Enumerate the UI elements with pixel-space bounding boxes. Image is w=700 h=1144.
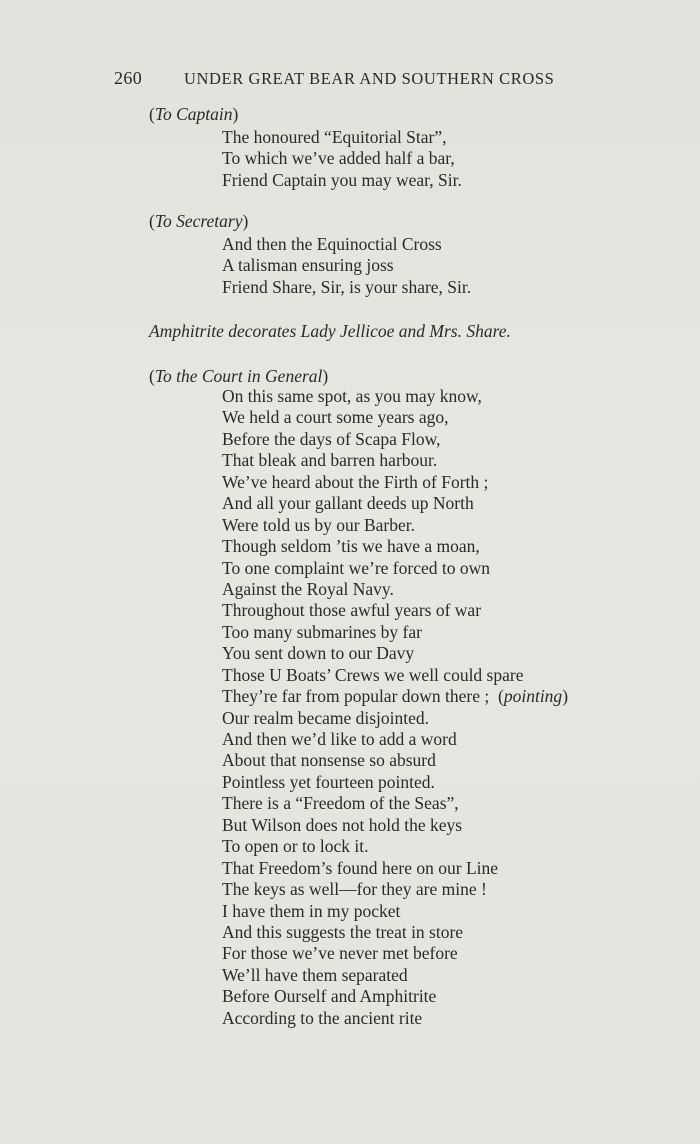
verse-line: But Wilson does not hold the keys [222, 814, 463, 835]
verse-line: And all your gallant deeds up North [222, 493, 474, 514]
note-close-paren: ) [562, 686, 569, 707]
verse-line: Our realm became disjointed. [222, 707, 430, 728]
verse-line: About that nonsense so absurd [222, 750, 436, 771]
verse-line: I have them in my pocket [222, 900, 401, 921]
stanza-court [222, 386, 568, 1029]
verse-line: You sent down to our Davy [222, 643, 415, 664]
verse-line: On this same spot, as you may know, [222, 386, 482, 406]
verse-line: Before Ourself and Amphitrite [222, 986, 437, 1007]
verse-line: The honoured “Equitorial Star”, [222, 127, 447, 147]
verse-line: That Freedom’s found here on our Line [222, 857, 499, 878]
verse-line: We held a court some years ago, [222, 407, 449, 428]
heading-open-paren: ( [149, 366, 155, 386]
verse-line: They’re far from popular down there ; [222, 686, 490, 707]
heading-open-paren: ( [149, 211, 155, 231]
verse-line: Before the days of Scapa Flow, [222, 428, 441, 449]
stanza-heading-secretary [149, 211, 248, 232]
verse-line-with-note [222, 686, 568, 707]
verse-line: Against the Royal Navy. [222, 578, 394, 599]
running-head [114, 68, 594, 94]
heading-text: To Captain [154, 104, 233, 124]
verse-line: The keys as well—for they are mine ! [222, 879, 487, 900]
running-head-title: UNDER GREAT BEAR AND SOUTHERN CROSS [184, 69, 555, 88]
verse-line: For those we’ve never met before [222, 943, 458, 964]
verse-line: And this suggests the treat in store [222, 921, 464, 942]
verse-line: Those U Boats’ Crews we well could spare [222, 664, 524, 685]
heading-close-paren: ) [322, 366, 329, 386]
verse-line: We’ve heard about the Firth of Forth ; [222, 471, 489, 492]
verse-line: That bleak and barren harbour. [222, 450, 438, 471]
stanza-captain [222, 127, 462, 191]
verse-line: Friend Captain you may wear, Sir. [222, 169, 462, 190]
verse-line: Throughout those awful years of war [222, 600, 482, 621]
verse-line: To one complaint we’re forced to own [222, 557, 490, 578]
page-number: 260 [114, 68, 143, 88]
verse-line: Friend Share, Sir, is your share, Sir. [222, 276, 472, 297]
stanza-secretary [222, 234, 471, 298]
verse-line: A talisman ensuring joss [222, 255, 394, 276]
heading-text: To Secretary [154, 211, 243, 231]
verse-line: To which we’ve added half a bar, [222, 148, 455, 169]
verse-line: We’ll have them separated [222, 964, 408, 985]
heading-text: To the Court in General [154, 366, 323, 386]
pointing-note: pointing [503, 686, 563, 707]
verse-line: And then we’d like to add a word [222, 729, 457, 749]
heading-close-paren: ) [232, 104, 239, 124]
verse-line: And then the Equinoctial Cross [222, 234, 442, 254]
verse-line: According to the ancient rite [222, 1007, 423, 1028]
stanza-heading-captain [149, 104, 238, 125]
verse-line: Though seldom ’tis we have a moan, [222, 536, 480, 557]
verse-line: There is a “Freedom of the Seas”, [222, 793, 459, 814]
verse-line: To open or to lock it. [222, 836, 369, 857]
heading-close-paren: ) [242, 211, 249, 231]
stage-direction: Amphitrite decorates Lady Jellicoe and Mrs. Share. [149, 321, 511, 341]
heading-open-paren: ( [149, 104, 155, 124]
stanza-heading-court [149, 366, 328, 387]
note-open-paren: ( [498, 686, 504, 707]
verse-line: Pointless yet fourteen pointed. [222, 771, 435, 792]
verse-line: Were told us by our Barber. [222, 514, 415, 535]
verse-line: Too many submarines by far [222, 621, 422, 642]
